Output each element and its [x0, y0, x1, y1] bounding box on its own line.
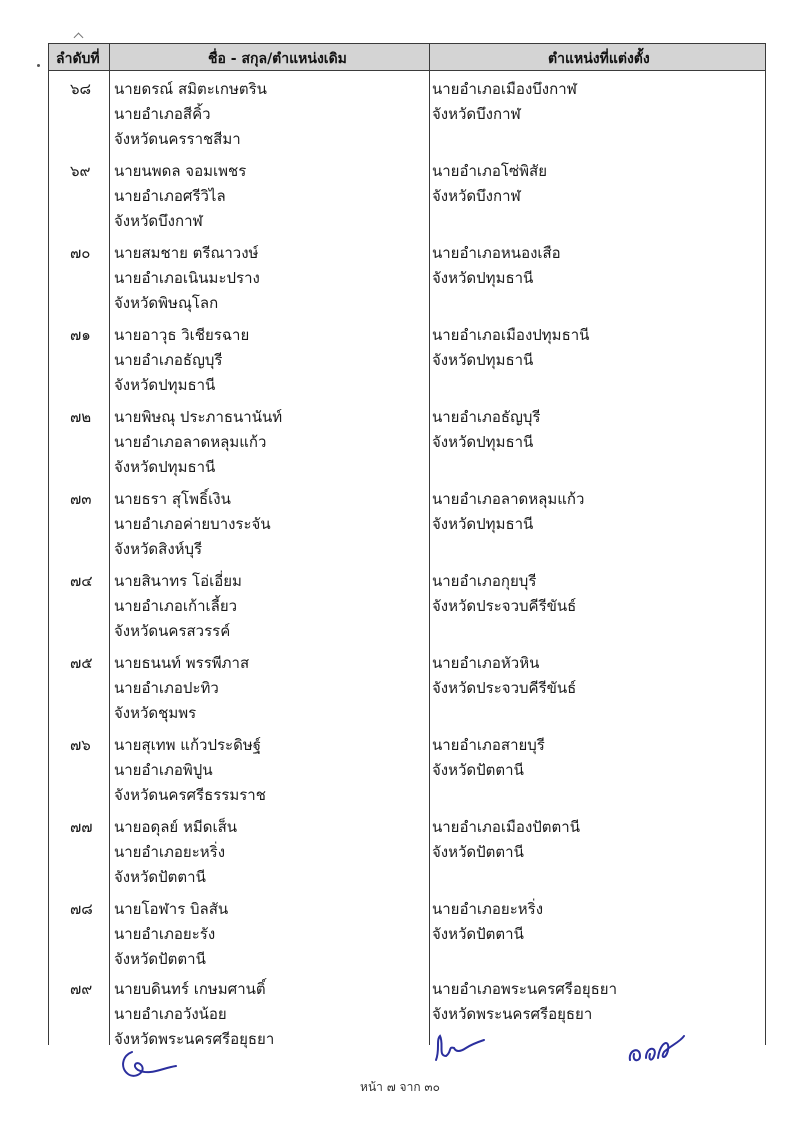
order-number: ๖๙ — [70, 162, 91, 180]
person-name: นายพิษณุ ประภาธนานันท์ — [114, 408, 283, 426]
old-province: จังหวัดชุมพร — [114, 704, 197, 722]
new-position: นายอำเภอหัวหิน — [432, 654, 540, 672]
person-name: นายอาวุธ วิเชียรฉาย — [114, 326, 250, 344]
person-name: นายบดินทร์ เกษมศานติ์ — [114, 980, 266, 998]
table-row — [48, 733, 766, 815]
old-position: นายอำเภอค่ายบางระจัน — [114, 515, 271, 533]
old-province: จังหวัดนครราชสีมา — [114, 130, 241, 148]
header-order: ลำดับที่ — [56, 51, 100, 67]
new-position: นายอำเภอยะหริ่ง — [432, 900, 544, 918]
old-province: จังหวัดสิงห์บุรี — [114, 540, 203, 558]
page-number: หน้า ๗ จาก ๓๐ — [360, 1080, 440, 1094]
signature-right — [624, 1032, 688, 1068]
table-row — [48, 405, 766, 487]
order-number: ๗๓ — [70, 490, 92, 508]
new-province: จังหวัดบึงกาฬ — [432, 105, 521, 123]
table-row — [48, 241, 766, 323]
old-position: นายอำเภอเก้าเลี้ยว — [114, 597, 238, 615]
order-number: ๗๔ — [70, 572, 93, 590]
old-position: นายอำเภอยะหริ่ง — [114, 843, 226, 861]
person-name: นายอดุลย์ หมีดเส็น — [114, 818, 238, 836]
old-province: จังหวัดบึงกาฬ — [114, 212, 203, 230]
new-province: จังหวัดปทุมธานี — [432, 515, 534, 533]
table-row — [48, 77, 766, 159]
new-province: จังหวัดพระนครศรีอยุธยา — [432, 1005, 593, 1023]
person-name: นายโอฬาร บิลสัน — [114, 900, 229, 918]
old-province: จังหวัดนครศรีธรรมราช — [114, 786, 266, 804]
column-divider — [765, 43, 766, 1045]
person-name: นายสินาทร โอ่เอี่ยม — [114, 572, 242, 590]
old-position: นายอำเภอธัญบุรี — [114, 351, 223, 369]
column-divider — [429, 43, 430, 1045]
new-province: จังหวัดปัตตานี — [432, 843, 524, 861]
old-province: จังหวัดปทุมธานี — [114, 376, 216, 394]
old-position: นายอำเภอลาดหลุมแก้ว — [114, 433, 267, 451]
old-province: จังหวัดปัตตานี — [114, 868, 206, 886]
new-position: นายอำเภอพระนครศรีอยุธยา — [432, 980, 618, 998]
margin-dot — [37, 64, 40, 67]
margin-mark — [74, 33, 84, 43]
old-position: นายอำเภอพิปูน — [114, 761, 213, 779]
old-province: จังหวัดพิษณุโลก — [114, 294, 219, 312]
new-province: จังหวัดปัตตานี — [432, 925, 524, 943]
table-row — [48, 651, 766, 733]
old-position: นายอำเภอสีคิ้ว — [114, 105, 211, 123]
new-position: นายอำเภอเมืองปทุมธานี — [432, 326, 590, 344]
table-row — [48, 323, 766, 405]
order-number: ๗๖ — [70, 736, 91, 754]
header-name-old-position: ชื่อ - สกุล/ตำแหน่งเดิม — [208, 51, 347, 67]
table-row — [48, 897, 766, 979]
new-position: นายอำเภอลาดหลุมแก้ว — [432, 490, 585, 508]
order-number: ๖๘ — [70, 80, 92, 98]
new-province: จังหวัดประจวบคีรีขันธ์ — [432, 597, 577, 615]
new-position: นายอำเภอโซ่พิสัย — [432, 162, 547, 180]
person-name: นายสมชาย ตรีณาวงษ์ — [114, 244, 259, 262]
old-position: นายอำเภอศรีวิไล — [114, 187, 226, 205]
new-position: นายอำเภอเมืองบึงกาฬ — [432, 80, 577, 98]
signature-left — [118, 1046, 180, 1082]
old-province: จังหวัดปทุมธานี — [114, 458, 216, 476]
column-divider — [109, 43, 110, 1045]
new-position: นายอำเภอกุยบุรี — [432, 572, 537, 590]
person-name: นายธนนท์ พรรพีภาส — [114, 654, 250, 672]
new-province: จังหวัดปัตตานี — [432, 761, 524, 779]
person-name: นายนพดล จอมเพชร — [114, 162, 247, 180]
order-number: ๗๗ — [70, 818, 93, 836]
new-position: นายอำเภอสายบุรี — [432, 736, 545, 754]
new-province: จังหวัดบึงกาฬ — [432, 187, 521, 205]
order-number: ๗๐ — [70, 244, 91, 262]
old-province: จังหวัดนครสวรรค์ — [114, 622, 231, 640]
order-number: ๗๒ — [70, 408, 92, 426]
old-province: จังหวัดพระนครศรีอยุธยา — [114, 1030, 275, 1048]
person-name: นายสุเทพ แก้วประดิษฐ์ — [114, 736, 262, 754]
person-name: นายธรา สุโพธิ์เงิน — [114, 490, 231, 508]
table-row — [48, 569, 766, 651]
new-province: จังหวัดปทุมธานี — [432, 269, 534, 287]
old-position: นายอำเภอเนินมะปราง — [114, 269, 260, 287]
appointment-table — [48, 43, 766, 1048]
old-position: นายอำเภอยะรัง — [114, 925, 216, 943]
new-province: จังหวัดปทุมธานี — [432, 433, 534, 451]
table-row — [48, 487, 766, 569]
old-position: นายอำเภอปะทิว — [114, 679, 219, 697]
column-divider — [48, 43, 49, 1045]
table-row — [48, 815, 766, 897]
new-position: นายอำเภอหนองเสือ — [432, 244, 561, 262]
old-position: นายอำเภอวังน้อย — [114, 1005, 227, 1023]
order-number: ๗๑ — [70, 326, 91, 344]
new-province: จังหวัดปทุมธานี — [432, 351, 534, 369]
table-header — [48, 43, 766, 71]
order-number: ๗๘ — [70, 900, 93, 918]
old-province: จังหวัดปัตตานี — [114, 950, 206, 968]
signature-middle — [430, 1034, 486, 1066]
order-number: ๗๕ — [70, 654, 93, 672]
header-new-position: ตำแหน่งที่แต่งตั้ง — [548, 51, 650, 67]
new-position: นายอำเภอเมืองปัตตานี — [432, 818, 580, 836]
new-province: จังหวัดประจวบคีรีขันธ์ — [432, 679, 577, 697]
order-number: ๗๙ — [70, 980, 93, 998]
table-row — [48, 159, 766, 241]
new-position: นายอำเภอธัญบุรี — [432, 408, 541, 426]
person-name: นายดรณ์ สมิตะเกษตริน — [114, 80, 267, 98]
